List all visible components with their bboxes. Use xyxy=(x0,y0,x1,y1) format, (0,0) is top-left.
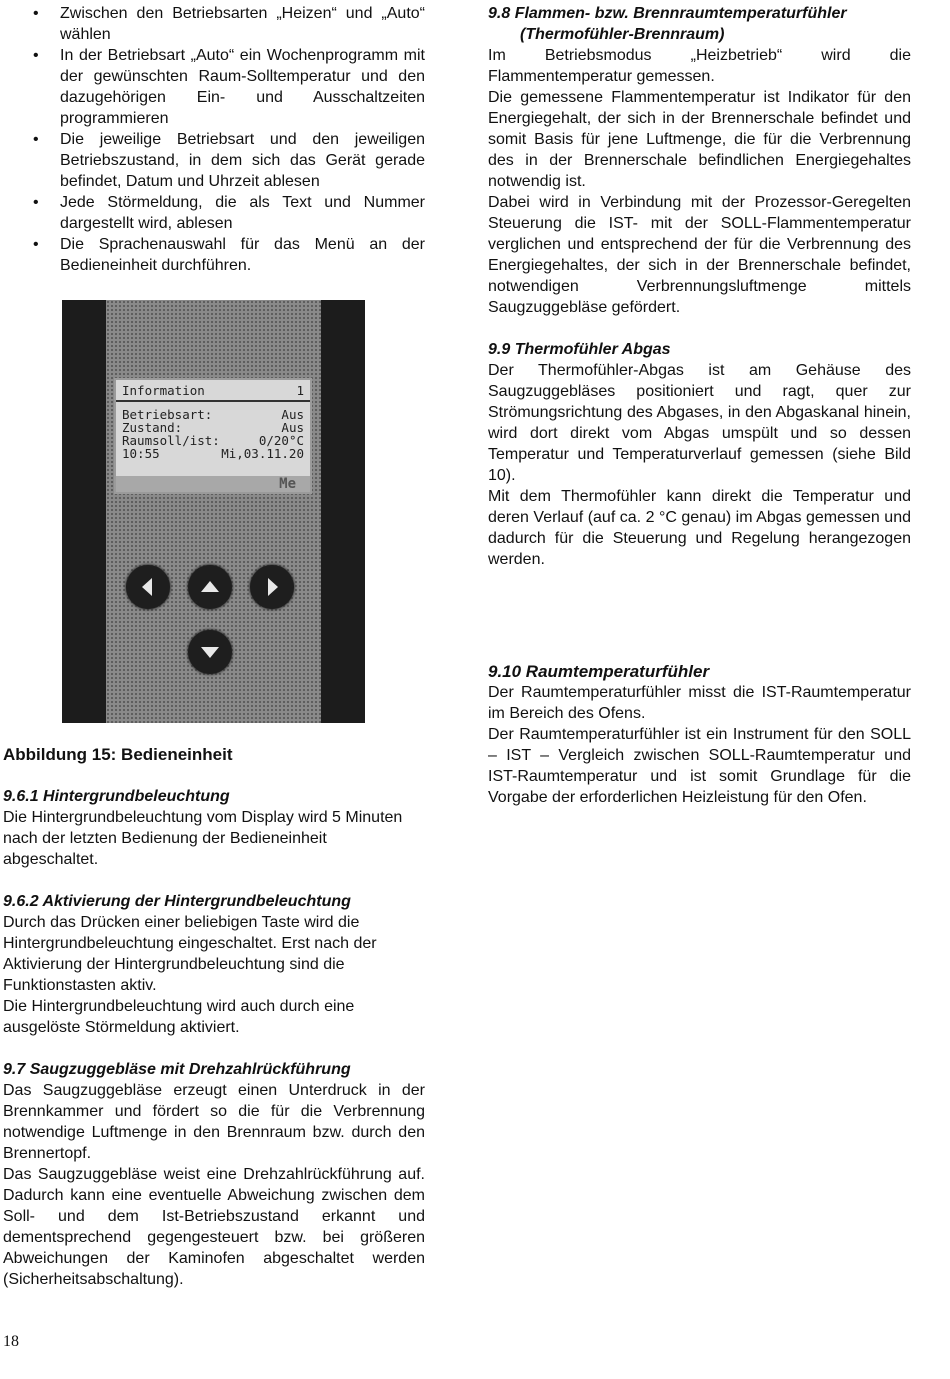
left-lower-column xyxy=(3,744,425,1290)
list-item: • Die jeweilige Betriebsart und den jeweiligen Betriebszustand, in dem sich das Gerät gerade befindet, Datum und Uhrzeit ablesen xyxy=(33,131,425,190)
paragraph: Im Betriebsmodus „Heizbetrieb“ wird die Flammentemperatur gemessen. xyxy=(488,47,911,85)
section-heading-9-10: 9.10 Raumtemperaturfühler xyxy=(488,662,710,681)
display-footer: Me xyxy=(116,476,310,492)
paragraph: Der Raumtemperaturfühler ist ein Instrument für den SOLL – IST – Vergleich zwischen SOLL-Raumtemperatur und IST-Raumtemperatur und ist somit Grundlage für die Vorgabe der erforderlichen Heizleistung für den Ofen. xyxy=(488,726,911,806)
paragraph: Die gemessene Flammentemperatur ist Indikator für den Energiegehalt, der sich in der Brennerschale befindet und somit Basis für jene Luftmenge, die für die Verbrennung des in der Brennerschale befindlichen Energiegehaltes notwendig ist. xyxy=(488,89,911,190)
page-number: 18 xyxy=(3,1333,19,1350)
paragraph: Dabei wird in Verbindung mit der Prozessor-Geregelten Steuerung die IST- mit der SOLL-Flammentemperatur verglichen und entsprechend der für die Verbrennung des Energiegehaltes, der sich in der Brennerschale befindet, notwendigen Verbrennungsluftmenge mittels Saugzuggebläse gefördert. xyxy=(488,194,911,316)
list-item: • In der Betriebsart „Auto“ ein Wochenprogramm mit der gewünschten Raum-Solltemperatur und den dazugehörigen Ein- und Ausschaltzeiten programmieren xyxy=(33,47,425,127)
right-key-button[interactable] xyxy=(250,565,294,609)
paragraph: Mit dem Thermofühler kann direkt die Temperatur und deren Verlauf (auf ca. 2 °C genau) im Abgas gemessen und dadurch für die Steuerung und Regelung herangezogen werden. xyxy=(488,488,911,568)
section-heading-9-6-2: 9.6.2 Aktivierung der Hintergrundbeleuchtung xyxy=(3,893,351,910)
left-bullet-list xyxy=(0,3,425,276)
paragraph: Der Raumtemperaturfühler misst die IST-Raumtemperatur im Bereich des Ofens. xyxy=(488,684,911,722)
arrow-right-icon xyxy=(259,574,285,600)
figure-caption: Abbildung 15: Bedieneinheit xyxy=(3,745,233,764)
paragraph: Der Thermofühler-Abgas ist am Gehäuse des Saugzuggebläses positioniert und ragt, quer zur Strömungsrichtung des Abgases, in den Abgaskanal hinein, wird dort direkt vom Abgas umspült und so dessen Temperatur und Temperaturverlauf gemessen (siehe Bild 10). xyxy=(488,362,911,484)
left-key-button[interactable] xyxy=(126,565,170,609)
paragraph: Das Saugzuggebläse weist eine Drehzahlrückführung auf. Dadurch kann eine eventuelle Abweichung zwischen dem Soll- und dem Ist-Betriebszustand erkannt und dementsprechend gegengesteuert bzw. bei größeren Abweichungen der Kaminofen abgeschaltet werden (Sicherheitsabschaltung). xyxy=(3,1166,425,1288)
up-key-button[interactable] xyxy=(188,565,232,609)
right-upper-column xyxy=(488,3,911,570)
paragraph: Durch das Drücken einer beliebigen Taste wird die Hintergrundbeleuchtung eingeschaltet. Erst nach der Aktivierung der Hintergrundbeleuchtung sind die Funktionstasten aktiv. xyxy=(3,914,377,994)
display-row: Betriebsart: Aus xyxy=(122,407,304,422)
list-item: • Jede Störmeldung, die als Text und Nummer dargestellt wird, ablesen xyxy=(33,194,425,232)
arrow-left-icon xyxy=(135,574,161,600)
section-heading-9-9: 9.9 Thermofühler Abgas xyxy=(488,341,671,358)
section-heading-9-7: 9.7 Saugzuggebläse mit Drehzahlrückführung xyxy=(3,1061,351,1078)
arrow-down-icon xyxy=(197,639,223,665)
section-heading-9-8-sub: (Thermofühler-Brennraum) xyxy=(520,26,725,43)
paragraph: Das Saugzuggebläse erzeugt einen Unterdruck in der Brennkammer und fördert so die für die Verbrennung notwendige Luftmenge in den Brennraum bzw. durch den Brennertopf. xyxy=(3,1082,425,1162)
list-item: • Zwischen den Betriebsarten „Heizen“ und „Auto“ wählen xyxy=(33,5,425,43)
section-heading-9-8: 9.8 Flammen- bzw. Brennraumtemperaturfühler xyxy=(488,5,847,22)
down-key-button[interactable] xyxy=(188,630,232,674)
display-row: Zustand: Aus xyxy=(122,420,304,435)
lcd-display xyxy=(114,378,312,494)
section-heading-9-6-1: 9.6.1 Hintergrundbeleuchtung xyxy=(3,788,230,805)
left-frame-strip xyxy=(62,300,106,723)
paragraph: Die Hintergrundbeleuchtung wird auch durch eine ausgelöste Störmeldung aktiviert. xyxy=(3,998,355,1036)
right-frame-strip xyxy=(321,300,365,723)
display-row: Raumsoll/ist: 0/20°C xyxy=(122,433,304,448)
list-item: • Die Sprachenauswahl für das Menü an der Bedieneinheit durchführen. xyxy=(33,236,425,274)
control-unit-photo xyxy=(62,300,365,723)
right-lower-column xyxy=(488,661,911,808)
display-header: Information 1 xyxy=(116,380,310,402)
display-row: 10:55 Mi,03.11.20 xyxy=(122,446,304,461)
arrow-up-icon xyxy=(197,574,223,600)
paragraph: Die Hintergrundbeleuchtung vom Display wird 5 Minuten nach der letzten Bedienung der Bedieneinheit abgeschaltet. xyxy=(3,809,403,868)
